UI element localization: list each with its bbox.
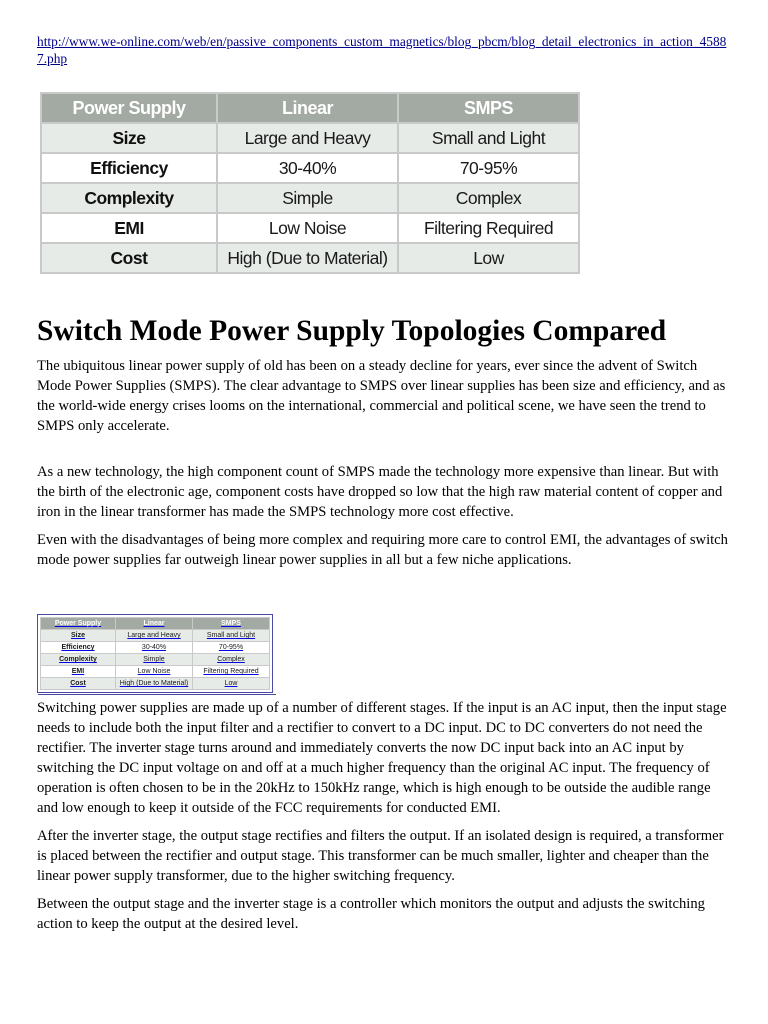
comparison-table-thumbnail-link[interactable] xyxy=(37,614,273,693)
table-cell: Large and Heavy xyxy=(217,123,398,153)
table-cell: Simple xyxy=(217,183,398,213)
table-row-label: Size xyxy=(41,123,217,153)
table-cell: Simple xyxy=(116,654,193,666)
paragraph: Switching power supplies are made up of a number of different stages. If the input is an AC input, then the input stage needs to include both the input filter and a rectifier to convert to a DC input. DC to DC converters do not need the rectifier. The inverter stage turns around and immediately converts the now DC input back into an AC input by switching the DC input voltage on and off at a much higher frequency than the original AC input. The frequency of operation is often chosen to be in the 20kHz to 150kHz range, which is high enough to be outside the audible range and low enough to keep it outside of the FCC requirements for conducted EMI. xyxy=(37,700,727,816)
table-row xyxy=(41,243,579,273)
table-header-cell: Linear xyxy=(217,93,398,123)
table-cell: Low xyxy=(193,678,270,690)
table-cell: Filtering Required xyxy=(398,213,579,243)
article-title: Switch Mode Power Supply Topologies Compared xyxy=(37,315,667,347)
table-cell: Complex xyxy=(193,654,270,666)
table-header-cell: Linear xyxy=(116,618,193,630)
table-cell: Filtering Required xyxy=(193,666,270,678)
table-row xyxy=(41,666,270,678)
table-cell: Large and Heavy xyxy=(116,630,193,642)
source-link[interactable]: http://www.we-online.com/web/en/passive_components_custom_magnetics/blog_pbcm/blog_detail_electronics_in_action_45887.php xyxy=(37,34,727,66)
table-header-row xyxy=(41,618,270,630)
paragraph: Even with the disadvantages of being more complex and requiring more care to control EMI, the advantages of switch mode power supplies far outweigh linear power supplies in all but a few niche applications. xyxy=(37,532,728,568)
table-row-label: Size xyxy=(41,630,116,642)
paragraph: As a new technology, the high component count of SMPS made the technology more expensive than linear. But with the birth of the electronic age, component costs have dropped so low that the high raw material content of copper and iron in the linear transformer has made the SMPS technology more cost effective. xyxy=(37,464,723,520)
table-header-cell: SMPS xyxy=(398,93,579,123)
table-row xyxy=(41,630,270,642)
table-row-label: Efficiency xyxy=(41,153,217,183)
table-row xyxy=(41,213,579,243)
comparison-table-thumbnail xyxy=(40,617,270,690)
paragraph: The ubiquitous linear power supply of old has been on a steady decline for years, ever since the advent of Switch Mode Power Supplies (SMPS). The clear advantage to SMPS over linear supplies has been size and efficiency, and as the world-wide energy crises looms on the international, commercial and political scene, we have seen the trend to SMPS only accelerate. xyxy=(37,358,726,434)
table-header-row xyxy=(41,93,579,123)
table-row xyxy=(41,678,270,690)
table-cell: Small and Light xyxy=(398,123,579,153)
table-cell: 70-95% xyxy=(193,642,270,654)
table-row-label: Efficiency xyxy=(41,642,116,654)
table-cell: Complex xyxy=(398,183,579,213)
table-cell: Low Noise xyxy=(116,666,193,678)
table-row xyxy=(41,153,579,183)
table-cell: High (Due to Material) xyxy=(217,243,398,273)
comparison-table-image xyxy=(40,92,580,274)
table-row-label: EMI xyxy=(41,666,116,678)
table-row xyxy=(41,183,579,213)
table-row xyxy=(41,642,270,654)
table-row-label: Cost xyxy=(41,243,217,273)
table-row-label: Complexity xyxy=(41,654,116,666)
table-cell: 30-40% xyxy=(116,642,193,654)
table-header-cell: Power Supply xyxy=(41,618,116,630)
table-cell: Low Noise xyxy=(217,213,398,243)
table-row-label: Cost xyxy=(41,678,116,690)
document-page xyxy=(37,34,731,942)
table-row-label: Complexity xyxy=(41,183,217,213)
table-cell: Small and Light xyxy=(193,630,270,642)
paragraph: Between the output stage and the inverter stage is a controller which monitors the output and adjusts the switching action to keep the output at the desired level. xyxy=(37,896,705,932)
table-row-label: EMI xyxy=(41,213,217,243)
table-cell: 30-40% xyxy=(217,153,398,183)
table-row xyxy=(41,654,270,666)
table-row xyxy=(41,123,579,153)
table-header-cell: Power Supply xyxy=(41,93,217,123)
table-cell: High (Due to Material) xyxy=(116,678,193,690)
table-cell: Low xyxy=(398,243,579,273)
paragraph: After the inverter stage, the output stage rectifies and filters the output. If an isolated design is required, a transformer is placed between the rectifier and output stage. This transformer can be much smaller, lighter and cheaper than the linear power supply transformer, due to the higher switching frequency. xyxy=(37,828,724,884)
table-cell: 70-95% xyxy=(398,153,579,183)
table-header-cell: SMPS xyxy=(193,618,270,630)
